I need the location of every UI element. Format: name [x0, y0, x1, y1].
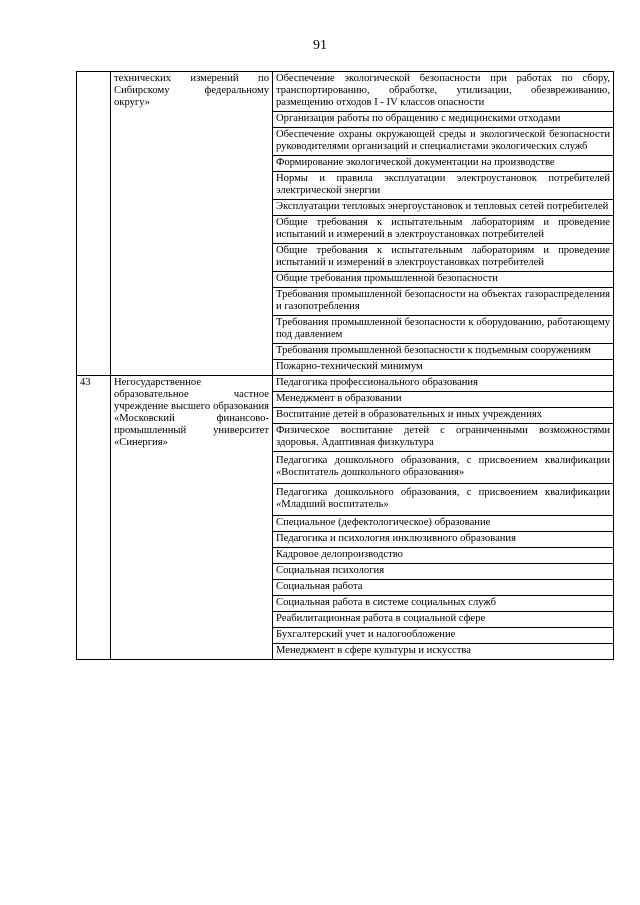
program-name: Специальное (дефектологическое) образование — [273, 516, 614, 532]
program-name: Педагогика дошкольного образования, с присвоением квалификации «Воспитатель дошкольного образования» — [273, 452, 614, 484]
program-name: Социальная психология — [273, 564, 614, 580]
program-name: Эксплуатации тепловых энергоустановок и тепловых сетей потребителей — [273, 200, 614, 216]
program-name: Организация работы по обращению с медицинскими отходами — [273, 112, 614, 128]
program-name: Общие требования промышленной безопасности — [273, 272, 614, 288]
program-name: Социальная работа в системе социальных служб — [273, 596, 614, 612]
program-name: Общие требования к испытательным лабораториям и проведение испытаний и измерений в электроустановках потребителей — [273, 216, 614, 244]
program-name: Формирование экологической документации на производстве — [273, 156, 614, 172]
program-name: Требования промышленной безопасности к оборудованию, работающему под давлением — [273, 316, 614, 344]
program-name: Реабилитационная работа в социальной сфере — [273, 612, 614, 628]
row-number — [77, 72, 111, 376]
program-name: Социальная работа — [273, 580, 614, 596]
program-name: Педагогика и психология инклюзивного образования — [273, 532, 614, 548]
organization-name: технических измерений по Сибирскому федеральному округу» — [111, 72, 273, 376]
program-name: Педагогика профессионального образования — [273, 376, 614, 392]
program-name: Требования промышленной безопасности к подъемным сооружениям — [273, 344, 614, 360]
program-name: Менеджмент в сфере культуры и искусства — [273, 644, 614, 660]
program-name: Менеджмент в образовании — [273, 392, 614, 408]
organizations-table — [76, 71, 614, 660]
program-name: Бухгалтерский учет и налогообложение — [273, 628, 614, 644]
table-row — [77, 72, 614, 112]
program-name: Воспитание детей в образовательных и иных учреждениях — [273, 408, 614, 424]
row-number: 43 — [77, 376, 111, 660]
organization-name: Негосударственное образовательное частное учреждение высшего образования «Московский финансово-промышленный университет «Синергия» — [111, 376, 273, 660]
program-name: Физическое воспитание детей с ограниченными возможностями здоровья. Адаптивная физкультура — [273, 424, 614, 452]
page-number: 91 — [313, 38, 327, 53]
program-name: Требования промышленной безопасности на объектах газораспределения и газопотребления — [273, 288, 614, 316]
program-name: Общие требования к испытательным лабораториям и проведение испытаний и измерений в электроустановках потребителей — [273, 244, 614, 272]
program-name: Педагогика дошкольного образования, с присвоением квалификации «Младший воспитатель» — [273, 484, 614, 516]
program-name: Нормы и правила эксплуатации электроустановок потребителей электрической энергии — [273, 172, 614, 200]
table-row — [77, 376, 614, 392]
program-name: Обеспечение экологической безопасности при работах по сбору, транспортированию, обработке, утилизации, обезвреживанию, размещению отходов I - IV классов опасности — [273, 72, 614, 112]
program-name: Пожарно-технический минимум — [273, 360, 614, 376]
program-name: Обеспечение охраны окружающей среды и экологической безопасности руководителями организаций и специалистами экологических служб — [273, 128, 614, 156]
program-name: Кадровое делопроизводство — [273, 548, 614, 564]
